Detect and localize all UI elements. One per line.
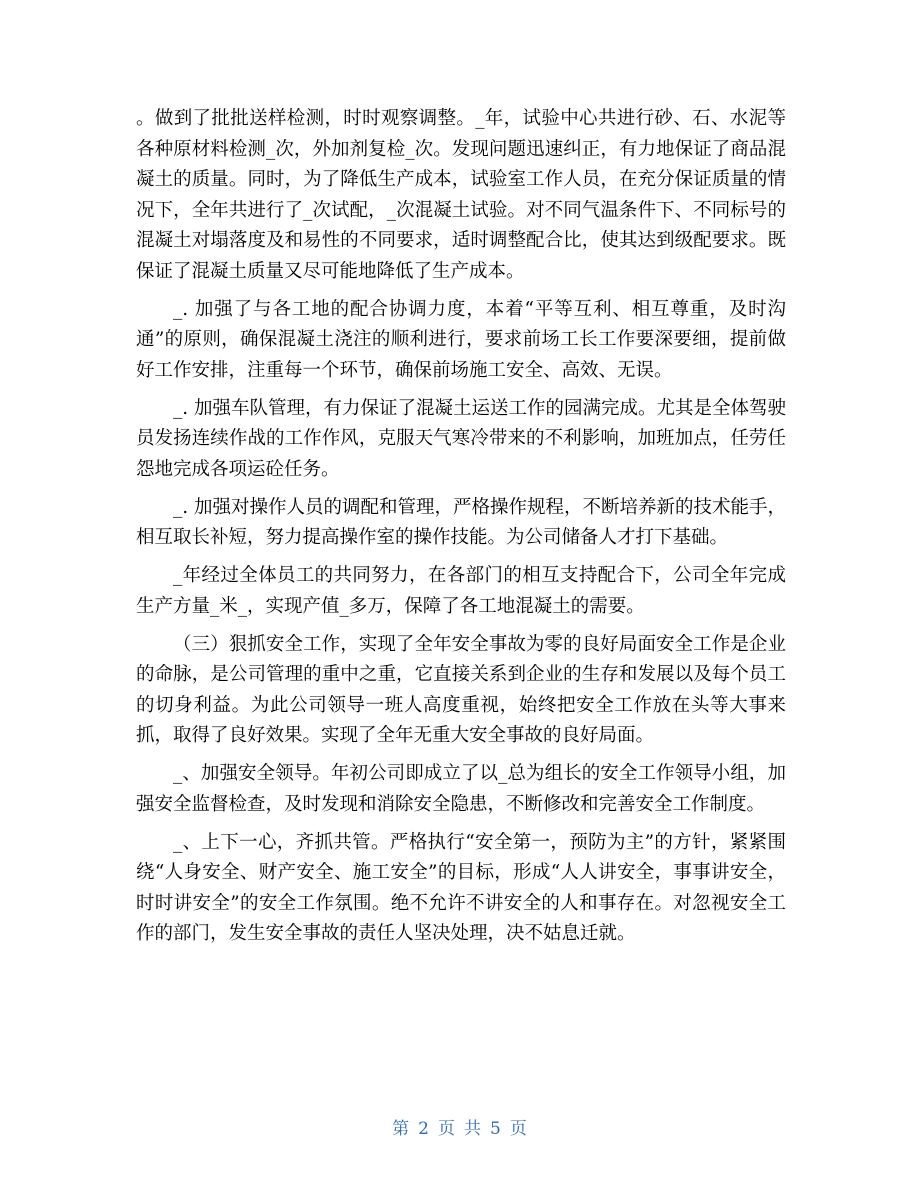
page-total: 5	[490, 1119, 502, 1139]
page-label-prefix: 第	[392, 1119, 411, 1139]
paragraph-fleet-management: _. 加强车队管理，有力保证了混凝土运送工作的园满完成。尤其是全体驾驶员发扬连续作战的工作作风，克服天气寒冷带来的不利影响，加班加点，任劳任怨地完成各项运砼任务。	[136, 397, 787, 480]
paragraph-operator-management: _. 加强对操作人员的调配和管理，严格操作规程，不断培养新的技术能手，相互取长补短，努力提高操作室的操作技能。为公司储备人才打下基础。	[136, 496, 787, 548]
page-label-mid2: 共	[464, 1119, 482, 1139]
paragraph-safety-leadership: _、加强安全领导。年初公司即成立了以_总为组长的安全工作领导小组，加强安全监督检查，及时发现和消除安全隐患，不断修改和完善安全工作制度。	[136, 763, 786, 815]
paragraph-annual-output: _年经过全体员工的共同努力，在各部门的相互支持配合下，公司全年完成生产方量_米_，实现产值_多万，保障了各工地混凝土的需要。	[136, 565, 786, 617]
document-body	[136, 104, 786, 957]
page-label-mid1: 页	[438, 1119, 456, 1139]
paragraph-joint-management: _、上下一心，齐抓共管。严格执行“安全第一，预防为主”的方针，紧紧围绕“人身安全、财产安全、施工安全”的目标，形成“人人讲安全，事事讲安全，时时讲安全”的安全工作氛围。绝不允许不讲安全的人和事存在。对忽视安全工作的部门，发生安全事故的责任人坚决处理，决不姑息迁就。	[136, 831, 786, 944]
paragraph-coordination: _. 加强了与各工地的配合协调力度，本着“平等互利、相互尊重，及时沟通”的原则，确保混凝土浇注的顺利进行，要求前场工长工作要深要细，提前做好工作安排，注重每一个环节，确保前场施工安全、高效、无误。	[136, 298, 786, 381]
page-current: 2	[418, 1119, 430, 1139]
page-label-suffix: 页	[509, 1119, 528, 1139]
paragraph-intro: 。做到了批批送样检测，时时观察调整。_年，试验中心共进行砂、石、水泥等各种原材料检测_次，外加剂复检_次。发现问题迅速纠正，有力地保证了商品混凝土的质量。同时，为了降低生产成本，试验室工作人员，在充分保证质量的情况下，全年共进行了_次试配，_次混凝土试验。对不同气温条件下、不同标号的混凝土对塌落度及和易性的不同要求，适时调整配合比，使其达到级配要求。既保证了混凝土质量又尽可能地降低了生产成本。	[136, 108, 786, 282]
page-footer	[0, 1114, 920, 1139]
paragraph-safety-section: （三）狠抓安全工作，实现了全年安全事故为零的良好局面安全工作是企业的命脉，是公司管理的重中之重，它直接关系到企业的生存和发展以及每个员工的切身利益。为此公司领导一班人高度重视，始终把安全工作放在头等大事来抓，取得了良好效果。实现了全年无重大安全事故的良好局面。	[136, 633, 786, 746]
